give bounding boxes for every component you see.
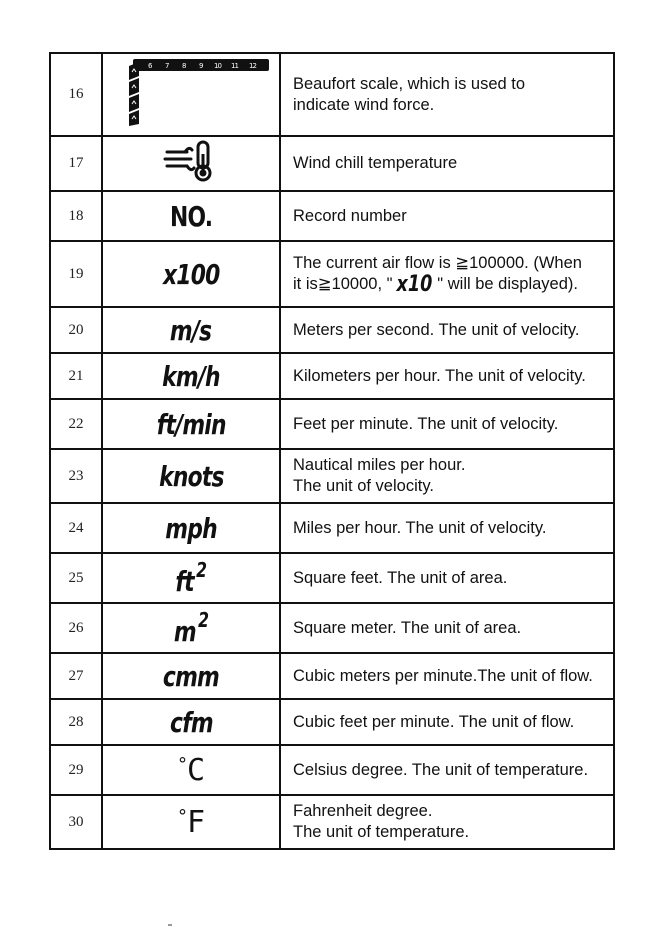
- row-description: The current air flow is ≧100000. (When it is≧10000, " x10 " will be displayed).: [280, 241, 614, 307]
- table-row: [50, 136, 614, 191]
- fahrenheit-symbol: °F: [102, 795, 280, 849]
- table-row: [50, 653, 614, 699]
- symbol-table: [49, 52, 615, 850]
- row-description: Beaufort scale, which is used to indicate wind force.: [280, 53, 614, 136]
- row-description: Meters per second. The unit of velocity.: [280, 307, 614, 353]
- record-number-symbol: NO.: [102, 191, 280, 241]
- table-row: [50, 307, 614, 353]
- row-number: 25: [50, 553, 102, 603]
- scale-label: 9: [199, 62, 203, 70]
- table-row: [50, 603, 614, 653]
- row-description: Square feet. The unit of area.: [280, 553, 614, 603]
- unit-symbol: cfm: [102, 699, 280, 745]
- table-row: [50, 241, 614, 307]
- scale-label: 12: [249, 62, 256, 70]
- row-description: Fahrenheit degree. The unit of temperature.: [280, 795, 614, 849]
- unit-symbol: mph: [102, 503, 280, 553]
- scale-label: 8: [182, 62, 186, 70]
- unit-symbol: m $^2$: [102, 603, 280, 653]
- row-number: 21: [50, 353, 102, 399]
- x10-symbol: x10: [396, 272, 433, 297]
- row-number: 24: [50, 503, 102, 553]
- unit-symbol: cmm: [102, 653, 280, 699]
- row-description: Miles per hour. The unit of velocity.: [280, 503, 614, 553]
- scale-label: 11: [231, 62, 238, 70]
- beaufort-scale-icon: [102, 53, 280, 136]
- row-number: 17: [50, 136, 102, 191]
- table-row: [50, 353, 614, 399]
- scale-label: 6: [148, 62, 152, 70]
- row-number: 28: [50, 699, 102, 745]
- row-number: 22: [50, 399, 102, 449]
- table-row: [50, 503, 614, 553]
- row-description: Cubic meters per minute.The unit of flow.: [280, 653, 614, 699]
- row-number: 19: [50, 241, 102, 307]
- row-description: Celsius degree. The unit of temperature.: [280, 745, 614, 795]
- row-number: 26: [50, 603, 102, 653]
- row-description: Nautical miles per hour. The unit of velocity.: [280, 449, 614, 503]
- row-number: 16: [50, 53, 102, 136]
- row-description: Record number: [280, 191, 614, 241]
- celsius-symbol: °C: [102, 745, 280, 795]
- scale-label: 10: [214, 62, 221, 70]
- table-row: [50, 191, 614, 241]
- row-description: Feet per minute. The unit of velocity.: [280, 399, 614, 449]
- row-description: Square meter. The unit of area.: [280, 603, 614, 653]
- unit-symbol: km/h: [102, 353, 280, 399]
- table-row: [50, 53, 614, 136]
- table-row: [50, 745, 614, 795]
- table-row: [50, 399, 614, 449]
- wind-chill-icon: [102, 136, 280, 191]
- row-number: 29: [50, 745, 102, 795]
- page-mark: [168, 924, 172, 926]
- row-number: 23: [50, 449, 102, 503]
- row-description: Kilometers per hour. The unit of velocity.: [280, 353, 614, 399]
- table-row: [50, 449, 614, 503]
- row-description: Cubic feet per minute. The unit of flow.: [280, 699, 614, 745]
- unit-symbol: ft/min: [102, 399, 280, 449]
- unit-symbol: knots: [102, 449, 280, 503]
- unit-symbol: m/s: [102, 307, 280, 353]
- table-row: [50, 795, 614, 849]
- row-number: 20: [50, 307, 102, 353]
- multiplier-symbol: x100: [102, 241, 280, 307]
- row-number: 30: [50, 795, 102, 849]
- table-row: [50, 553, 614, 603]
- row-number: 27: [50, 653, 102, 699]
- beaufort-scale-graphic: [103, 54, 279, 128]
- scale-label: 7: [165, 62, 169, 70]
- row-number: 18: [50, 191, 102, 241]
- table-row: [50, 699, 614, 745]
- row-description: Wind chill temperature: [280, 136, 614, 191]
- unit-symbol: ft $^2$: [102, 553, 280, 603]
